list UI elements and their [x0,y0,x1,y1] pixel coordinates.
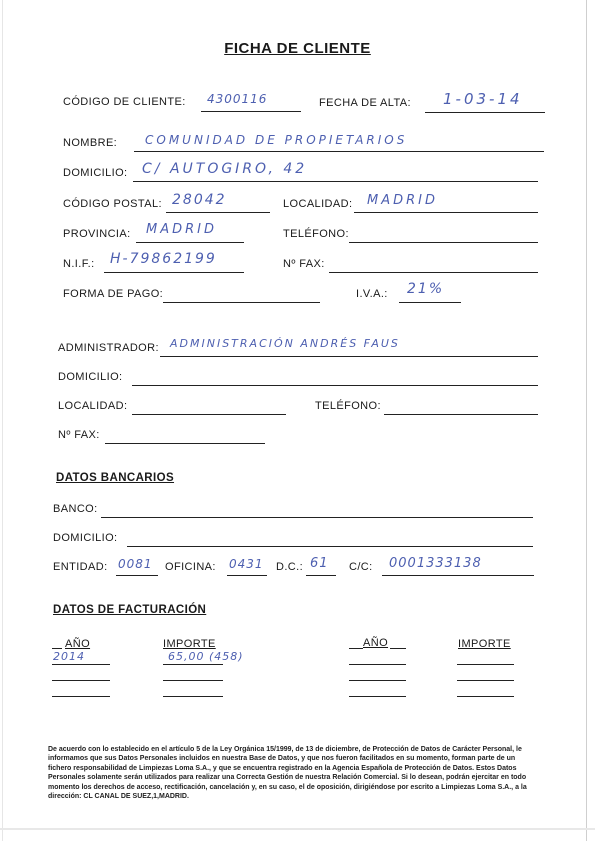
dc-value[interactable]: 61 [310,556,329,571]
entidad-label: ENTIDAD: [53,561,108,573]
banco-label: BANCO: [53,503,98,515]
provincia-line [136,242,244,243]
fax-line [329,272,538,273]
ano-header-2-tail-line [390,648,406,649]
nif-label: N.I.F.: [63,258,95,270]
fact-line-c1-r2 [52,680,110,681]
legal-line-1: De acuerdo con lo establecido en el artículo 5 de la Ley Orgánica 15/1999, de 13 de diciembre, de Protección de Datos de Carácter Personal, le [48,746,522,753]
localidad-line [354,212,538,213]
importe-header-2: IMPORTE [458,638,511,650]
domicilio-label: DOMICILIO: [63,167,128,179]
legal-line-2: informamos que sus Datos Personales incluidos en nuestra Base de Datos, y que nos fueron facilitados en su momento, forman parte de un [48,755,516,763]
adm-localidad-label: LOCALIDAD: [58,400,128,412]
fecha-alta-value[interactable]: 1-03-14 [443,90,523,108]
ano-header-2: AÑO [363,637,389,649]
oficina-value[interactable]: 0431 [229,557,264,571]
administrador-line [160,356,538,357]
ano-header-1: AÑO [65,638,91,650]
banco-domicilio-label: DOMICILIO: [53,532,118,544]
codigo-postal-label: CÓDIGO POSTAL: [63,198,162,210]
codigo-cliente-label: CÓDIGO DE CLIENTE: [63,96,186,108]
banco-line [101,517,533,518]
row1-importe-value[interactable]: 65,00 (458) [168,650,244,663]
page-title [0,40,595,57]
fact-line-c3-r2 [349,680,406,681]
fact-line-c4-r1 [457,664,514,665]
adm-fax-line [105,443,265,444]
fact-line-c2-r1 [163,664,223,665]
adm-domicilio-label: DOMICILIO: [58,371,123,383]
row1-ano-value[interactable]: 2014 [53,650,85,663]
iva-line [399,302,461,303]
iva-value[interactable]: 21% [407,281,445,297]
adm-telefono-line [384,414,538,415]
page-edge-right [586,0,587,841]
forma-pago-line [163,302,320,303]
dc-label: D.C.: [276,561,304,573]
codigo-postal-value[interactable]: 28042 [172,192,227,208]
adm-telefono-label: TELÉFONO: [315,400,381,412]
cc-label: C/C: [349,561,373,573]
fact-line-c1-r3 [52,696,110,697]
banco-domicilio-line [127,546,533,547]
codigo-cliente-value[interactable]: 4300116 [207,92,268,106]
entidad-value[interactable]: 0081 [118,557,153,571]
legal-line-3: fichero responsabilidad de Limpiezas Loma S.A., y que se encuentra registrado en la Agencia Española de Protección de Datos. Estos Datos [48,764,517,772]
telefono-label: TELÉFONO: [283,228,349,240]
page-title-text: FICHA DE CLIENTE [224,40,371,57]
legal-line-5: momento los derechos de acceso, rectificación, cancelación y, en su caso, el de oposición, dirigiéndose por escrito a Limpiezas Loma S.A., a la [48,783,527,791]
codigo-cliente-line [201,111,301,112]
fax-label: Nº FAX: [283,258,325,270]
legal-line-4: Personales solamente serán utilizados para realizar una Correcta Gestión de nuestra Relación Comercial. Si lo desean, podrán ejercitar en todo [48,774,527,782]
ano-header-1-lead-line [52,648,62,649]
forma-pago-label: FORMA DE PAGO: [63,288,164,300]
codigo-postal-line [166,212,270,213]
localidad-value[interactable]: MADRID [367,193,438,208]
adm-localidad-line [132,414,286,415]
legal-notice [48,745,538,801]
page-edge-left [2,0,3,841]
legal-line-6: dirección: CL CANAL DE SUEZ,1,MADRID. [48,793,189,801]
iva-label: I.V.A.: [356,288,388,300]
nif-value[interactable]: H-79862199 [110,251,217,267]
cc-line [382,575,534,576]
domicilio-line [133,181,538,182]
provincia-value[interactable]: MADRID [146,222,217,237]
fecha-alta-line [425,112,545,113]
oficina-line [227,575,267,576]
fact-line-c3-r1 [349,664,406,665]
domicilio-value[interactable]: C/ AUTOGIRO, 42 [142,161,308,177]
cc-value[interactable]: 0001333138 [389,556,482,571]
dc-line [306,575,336,576]
adm-fax-label: Nº FAX: [58,429,100,441]
fact-line-c1-r1 [52,664,110,665]
entidad-line [116,575,158,576]
fact-line-c3-r3 [349,696,406,697]
telefono-line [349,242,538,243]
provincia-label: PROVINCIA: [63,228,131,240]
nif-line [104,272,244,273]
localidad-label: LOCALIDAD: [283,198,353,210]
fecha-alta-label: FECHA DE ALTA: [319,97,411,109]
nombre-value[interactable]: COMUNIDAD DE PROPIETARIOS [145,133,408,147]
nombre-line [134,151,544,152]
fact-line-c2-r2 [163,680,223,681]
fact-line-c2-r3 [163,696,223,697]
page-edge-bottom [0,828,595,830]
administrador-value[interactable]: ADMINISTRACIÓN ANDRÉS FAUS [170,337,400,350]
datos-bancarios-heading: DATOS BANCARIOS [56,472,175,484]
nombre-label: NOMBRE: [63,137,118,149]
adm-domicilio-line [132,385,538,386]
datos-facturacion-heading: DATOS DE FACTURACIÓN [53,604,207,616]
fact-line-c4-r2 [457,680,514,681]
fact-line-c4-r3 [457,696,514,697]
administrador-label: ADMINISTRADOR: [58,342,159,354]
importe-header-1: IMPORTE [163,638,216,650]
ano-header-2-lead-line [349,648,363,649]
oficina-label: OFICINA: [165,561,216,573]
